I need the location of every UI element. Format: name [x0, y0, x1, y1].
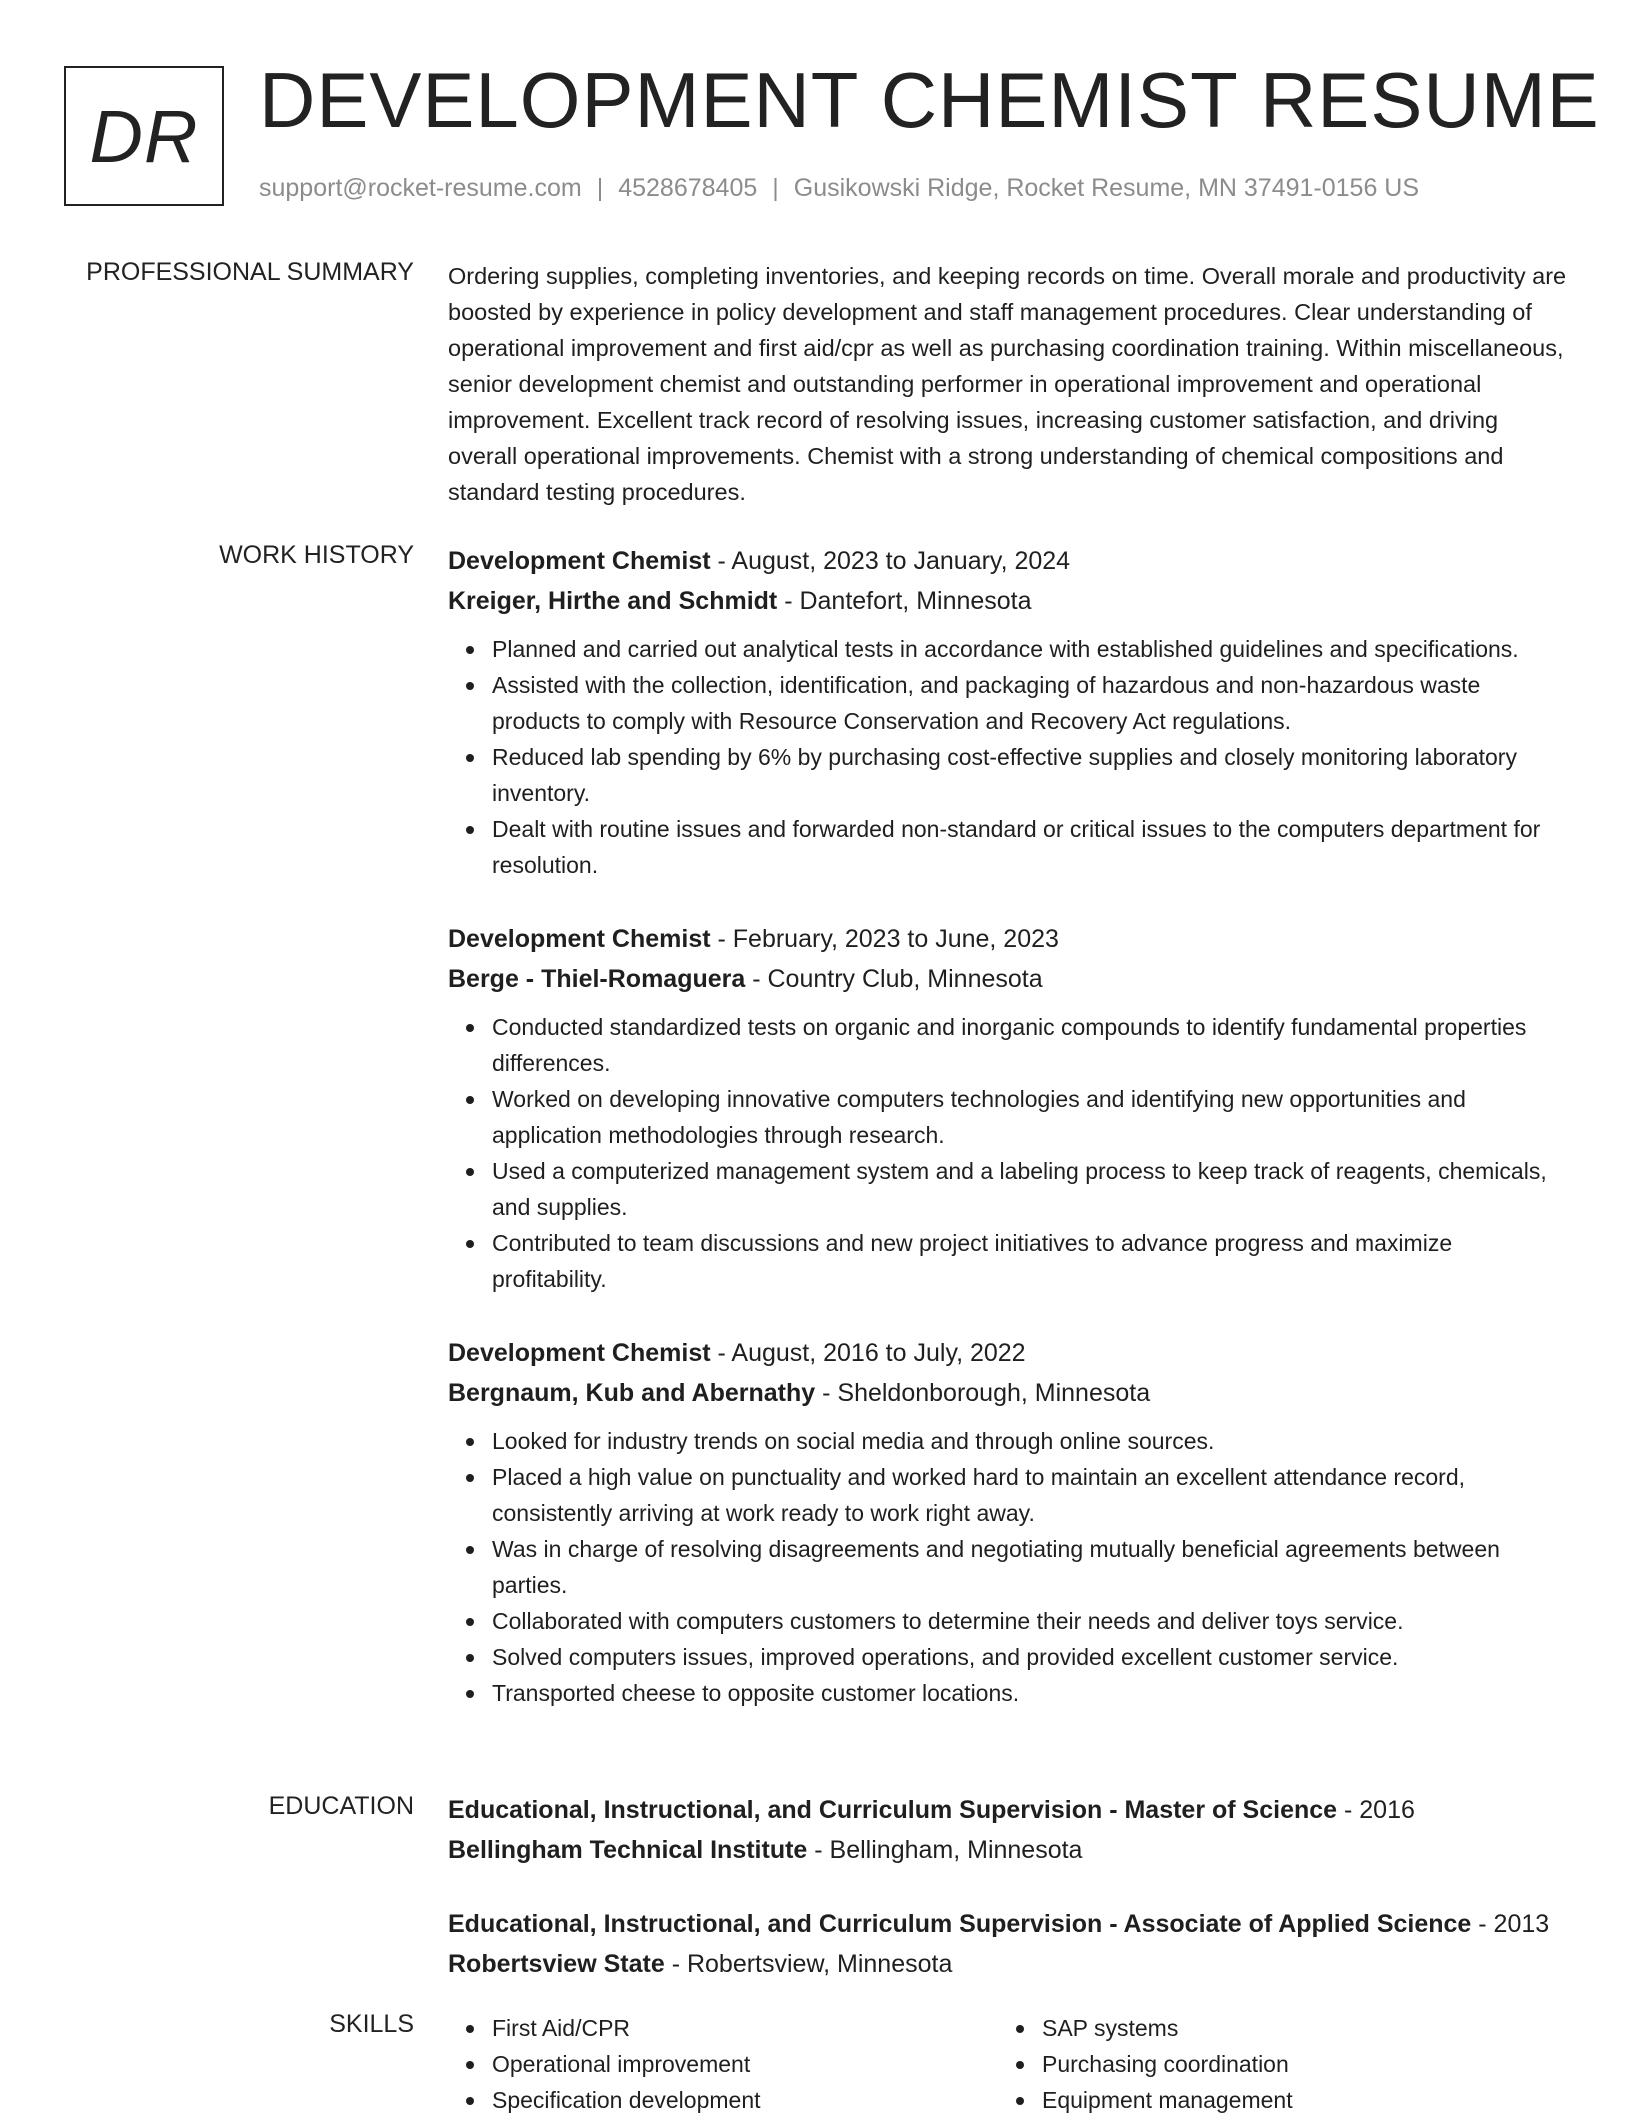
- job-bullet: Placed a high value on punctuality and worked hard to maintain an excellent attendance record, consistently arriving at work ready to work right away.: [492, 1459, 1568, 1531]
- education-degree-line: [448, 1904, 1568, 1944]
- education-entry: [448, 1790, 1568, 1870]
- section-label-summary: PROFESSIONAL SUMMARY: [86, 258, 414, 286]
- job-bullet: Transported cheese to opposite customer locations.: [492, 1675, 1568, 1711]
- job-title-line: [448, 1333, 1568, 1373]
- skill-item: Specification development: [492, 2082, 998, 2118]
- job-title: Development Chemist: [448, 1339, 711, 1367]
- job-company: Berge - Thiel-Romaguera: [448, 965, 746, 993]
- job-company-line: [448, 581, 1568, 621]
- section-label-education: EDUCATION: [268, 1792, 414, 1820]
- contact-separator: |: [596, 174, 604, 202]
- job-title-line: [448, 541, 1568, 581]
- job-bullets: [448, 1423, 1568, 1711]
- monogram: DR: [64, 66, 224, 206]
- education-school: Robertsview State: [448, 1950, 665, 1978]
- job-entry: [448, 1333, 1568, 1711]
- skill-item: Operational improvement: [492, 2046, 998, 2082]
- education-year: - 2016: [1337, 1796, 1415, 1824]
- education-location: - Robertsview, Minnesota: [664, 1950, 953, 1978]
- summary-body: [448, 258, 1568, 510]
- work-history-body: [448, 541, 1568, 1747]
- contact-phone: 4528678405: [618, 174, 758, 202]
- job-bullet: Looked for industry trends on social media and through online sources.: [492, 1423, 1568, 1459]
- contact-address: Gusikowski Ridge, Rocket Resume, MN 37491-0156 US: [793, 174, 1420, 202]
- job-bullet: Dealt with routine issues and forwarded non-standard or critical issues to the computers department for resolution.: [492, 811, 1568, 883]
- education-school: Bellingham Technical Institute: [448, 1836, 808, 1864]
- job-bullet: Contributed to team discussions and new project initiatives to advance progress and maximize profitability.: [492, 1225, 1568, 1297]
- skills-list-left: [448, 2010, 998, 2118]
- contact-email: support@rocket-resume.com: [259, 174, 582, 202]
- education-school-line: [448, 1830, 1568, 1870]
- job-bullets: [448, 631, 1568, 883]
- education-year: - 2013: [1471, 1910, 1550, 1938]
- job-bullet: Planned and carried out analytical tests in accordance with established guidelines and specifications.: [492, 631, 1568, 667]
- contact-line: [259, 174, 1419, 203]
- education-location: - Bellingham, Minnesota: [807, 1836, 1083, 1864]
- job-entry: [448, 919, 1568, 1297]
- education-body: [448, 1790, 1568, 2018]
- page-title: DEVELOPMENT CHEMIST RESUME: [259, 56, 1600, 144]
- education-entry: [448, 1904, 1568, 1984]
- job-company: Kreiger, Hirthe and Schmidt: [448, 587, 778, 615]
- job-company-line: [448, 959, 1568, 999]
- job-location: - Sheldonborough, Minnesota: [815, 1379, 1151, 1407]
- skill-item: Purchasing coordination: [1042, 2046, 1548, 2082]
- skills-grid: [448, 2010, 1568, 2118]
- job-location: - Country Club, Minnesota: [745, 965, 1043, 993]
- job-company-line: [448, 1373, 1568, 1413]
- summary-text: Ordering supplies, completing inventories, and keeping records on time. Overall morale and productivity are boosted by experience in policy development and staff management procedures. Clear understanding of operational improvement and first aid/cpr as well as purchasing coordination training. Within miscellaneous, senior development chemist and outstanding performer in operational improvement and operational improvement. Excellent track record of resolving issues, increasing customer satisfaction, and driving overall operational improvements. Chemist with a strong understanding of chemical compositions and standard testing procedures.: [448, 263, 1567, 505]
- section-label-skills: SKILLS: [329, 2010, 414, 2038]
- job-dates: - August, 2016 to July, 2022: [710, 1339, 1026, 1367]
- job-location: - Dantefort, Minnesota: [777, 587, 1032, 615]
- job-company: Bergnaum, Kub and Abernathy: [448, 1379, 816, 1407]
- job-bullet: Reduced lab spending by 6% by purchasing cost-effective supplies and closely monitoring laboratory inventory.: [492, 739, 1568, 811]
- contact-separator: |: [772, 174, 779, 202]
- skills-body: [448, 2010, 1568, 2118]
- skills-list-right: [998, 2010, 1548, 2118]
- education-school-line: [448, 1944, 1568, 1984]
- education-degree: Educational, Instructional, and Curriculum Supervision - Master of Science: [448, 1796, 1338, 1824]
- education-degree-line: [448, 1790, 1568, 1830]
- skill-item: Equipment management: [1042, 2082, 1548, 2118]
- job-bullet: Was in charge of resolving disagreements and negotiating mutually beneficial agreements between parties.: [492, 1531, 1568, 1603]
- job-bullet: Worked on developing innovative computers technologies and identifying new opportunities and application methodologies through research.: [492, 1081, 1568, 1153]
- education-degree: Educational, Instructional, and Curriculum Supervision - Associate of Applied Science: [448, 1910, 1472, 1938]
- job-title: Development Chemist: [448, 925, 711, 953]
- skill-item: First Aid/CPR: [492, 2010, 998, 2046]
- job-title-line: [448, 919, 1568, 959]
- job-title: Development Chemist: [448, 547, 711, 575]
- job-bullet: Assisted with the collection, identification, and packaging of hazardous and non-hazardous waste products to comply with Resource Conservation and Recovery Act regulations.: [492, 667, 1568, 739]
- skill-item: SAP systems: [1042, 2010, 1548, 2046]
- job-entry: [448, 541, 1568, 883]
- job-bullet: Solved computers issues, improved operations, and provided excellent customer service.: [492, 1639, 1568, 1675]
- job-dates: - August, 2023 to January, 2024: [710, 547, 1071, 575]
- job-bullet: Conducted standardized tests on organic and inorganic compounds to identify fundamental properties differences.: [492, 1009, 1568, 1081]
- job-dates: - February, 2023 to June, 2023: [710, 925, 1059, 953]
- job-bullet: Collaborated with computers customers to determine their needs and deliver toys service.: [492, 1603, 1568, 1639]
- section-label-work-history: WORK HISTORY: [219, 541, 414, 569]
- job-bullets: [448, 1009, 1568, 1297]
- job-bullet: Used a computerized management system and a labeling process to keep track of reagents, chemicals, and supplies.: [492, 1153, 1568, 1225]
